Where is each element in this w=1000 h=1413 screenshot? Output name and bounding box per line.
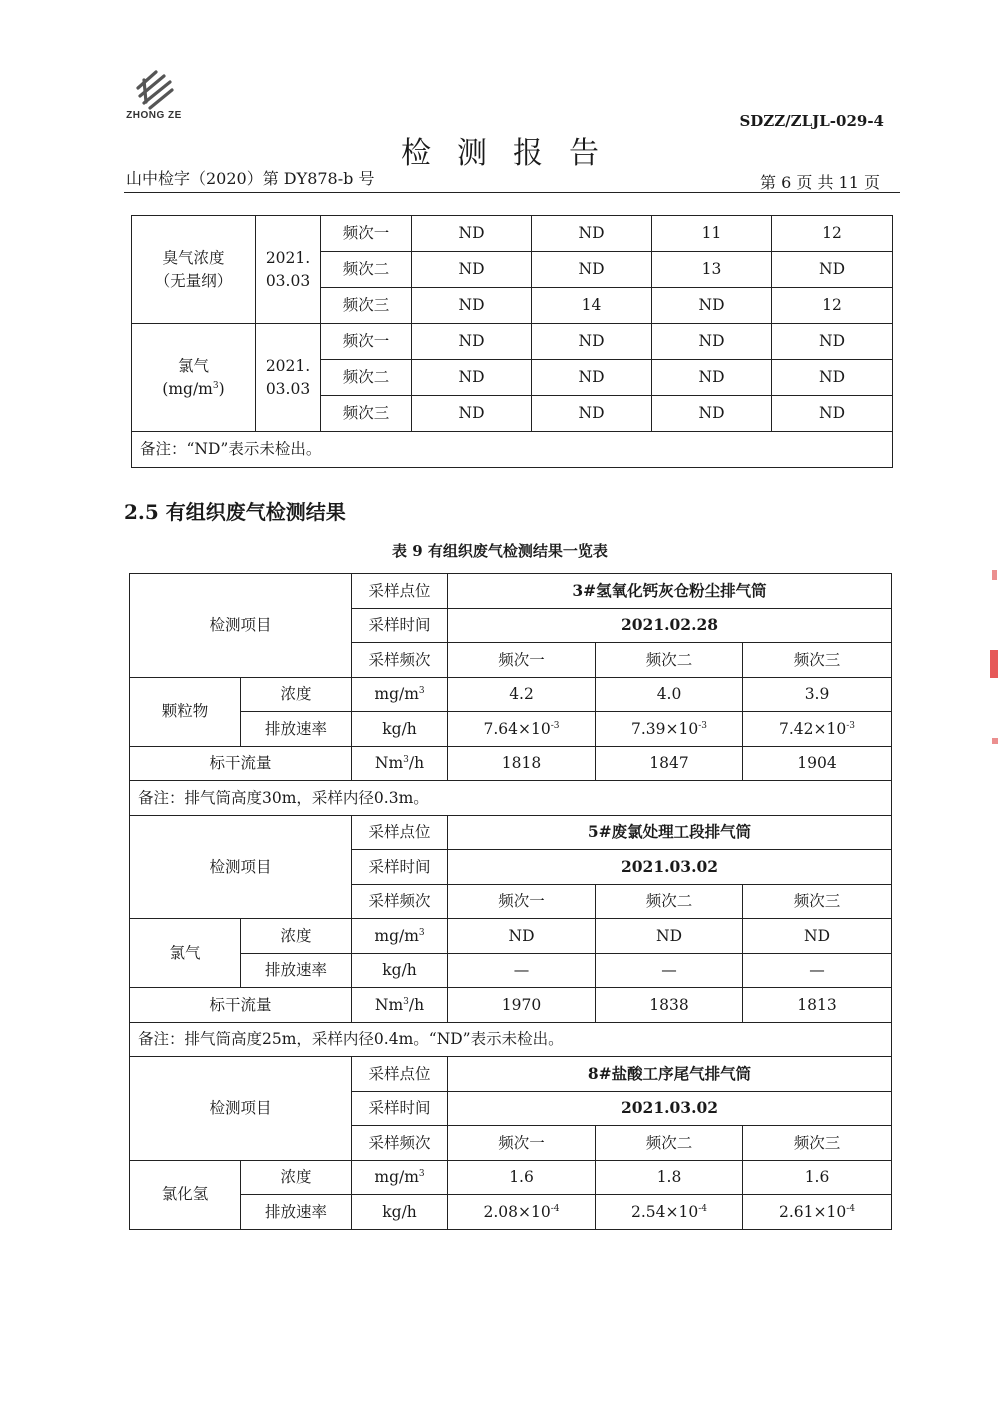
label-cell: 采样点位 — [352, 1057, 448, 1092]
pollutant-cell: 颗粒物 — [130, 677, 241, 746]
label-cell: 排放速率 — [241, 953, 352, 988]
label-cell: 排放速率 — [241, 712, 352, 747]
unit-cell: $mg/m^3$ — [352, 919, 448, 954]
label-cell: 标干流量 — [130, 746, 352, 781]
sampling-time-cell: 2021.03.02 — [448, 850, 892, 885]
unit-cell: kg/h — [352, 712, 448, 747]
table-caption: 表 9 有组织废气检测结果一览表 — [392, 542, 608, 560]
value-cell: $2.08\times 10^{-4}$ — [448, 1195, 596, 1230]
label-cell: 采样频次 — [352, 643, 448, 678]
unit-cell: $mg/m^3$ — [352, 1160, 448, 1195]
value-cell: — — [596, 953, 743, 988]
continuation-table — [131, 215, 893, 468]
document-code: SDZZ/ZLJL-029-4 — [739, 112, 884, 130]
value-cell: 1818 — [448, 746, 596, 781]
value-cell: 1970 — [448, 988, 596, 1023]
freq-header-cell: 频次二 — [596, 643, 743, 678]
value-cell: ND — [412, 216, 532, 252]
value-cell: $2.61\times 10^{-4}$ — [743, 1195, 892, 1230]
value-cell: ND — [532, 396, 652, 432]
emissions-table — [129, 573, 892, 1230]
section-heading: 2.5 有组织废气检测结果 — [124, 500, 346, 524]
value-cell: 1847 — [596, 746, 743, 781]
label-cell: 采样时间 — [352, 1091, 448, 1126]
table-row — [132, 324, 893, 360]
item-header-cell: 检测项目 — [130, 574, 352, 678]
value-cell: $7.39\times 10^{-3}$ — [596, 712, 743, 747]
table-row — [130, 815, 892, 850]
unit-cell: Nm$^3$/h — [352, 746, 448, 781]
table-note: 备注：排气筒高度25m，采样内径0.4m。“ND”表示未检出。 — [130, 1022, 892, 1057]
table-row — [130, 677, 892, 712]
value-cell: 1904 — [743, 746, 892, 781]
value-cell: ND — [412, 360, 532, 396]
table-row — [130, 1160, 892, 1195]
value-cell: 1813 — [743, 988, 892, 1023]
value-cell: ND — [772, 324, 893, 360]
value-cell: — — [448, 953, 596, 988]
value-cell: ND — [652, 288, 772, 324]
value-cell: 12 — [772, 216, 893, 252]
freq-cell: 频次一 — [321, 216, 412, 252]
table-row — [132, 216, 893, 252]
freq-cell: 频次二 — [321, 252, 412, 288]
value-cell: 3.9 — [743, 677, 892, 712]
value-cell: ND — [412, 324, 532, 360]
freq-header-cell: 频次三 — [743, 643, 892, 678]
table-row — [130, 1057, 892, 1092]
value-cell: ND — [532, 216, 652, 252]
sampling-point-cell: 3#氢氧化钙灰仓粉尘排气筒 — [448, 574, 892, 609]
label-cell: 浓度 — [241, 677, 352, 712]
freq-header-cell: 频次三 — [743, 1126, 892, 1161]
unit-text: $(mg/m^3)$ — [162, 379, 225, 398]
value-cell: ND — [412, 288, 532, 324]
value-cell: ND — [412, 396, 532, 432]
sampling-time-cell: 2021.03.02 — [448, 1091, 892, 1126]
table-row — [130, 1022, 892, 1057]
table-row — [130, 712, 892, 747]
value-cell: ND — [652, 360, 772, 396]
item-cell: 氯气 $(mg/m^3)$ — [132, 324, 256, 432]
page-title: 检测报告 — [401, 136, 625, 171]
value-cell: ND — [652, 324, 772, 360]
freq-header-cell: 频次三 — [743, 884, 892, 919]
value-cell: ND — [448, 919, 596, 954]
freq-cell: 频次三 — [321, 288, 412, 324]
date-cell: 2021. 03.03 — [256, 216, 321, 324]
label-cell: 采样频次 — [352, 1126, 448, 1161]
table-row — [130, 574, 892, 609]
value-cell: 1838 — [596, 988, 743, 1023]
table-row — [130, 746, 892, 781]
unit-cell: kg/h — [352, 1195, 448, 1230]
value-cell: 11 — [652, 216, 772, 252]
unit-cell: $mg/m^3$ — [352, 677, 448, 712]
table-row — [130, 919, 892, 954]
value-cell: 12 — [772, 288, 893, 324]
scan-edge-mark — [990, 650, 998, 678]
value-cell: — — [743, 953, 892, 988]
unit-cell: Nm$^3$/h — [352, 988, 448, 1023]
date-cell: 2021. 03.03 — [256, 324, 321, 432]
value-cell: $7.64\times 10^{-3}$ — [448, 712, 596, 747]
value-cell: ND — [532, 252, 652, 288]
label-cell: 采样时间 — [352, 608, 448, 643]
table-row — [130, 1195, 892, 1230]
table-note: 备注：“ND”表示未检出。 — [132, 432, 893, 468]
pollutant-cell: 氯气 — [130, 919, 241, 988]
sampling-point-cell: 5#废氯处理工段排气筒 — [448, 815, 892, 850]
value-cell: 1.6 — [448, 1160, 596, 1195]
freq-cell: 频次三 — [321, 396, 412, 432]
item-header-cell: 检测项目 — [130, 815, 352, 919]
value-cell: 4.2 — [448, 677, 596, 712]
freq-header-cell: 频次一 — [448, 884, 596, 919]
value-cell: ND — [772, 396, 893, 432]
value-cell: ND — [743, 919, 892, 954]
value-cell: 1.8 — [596, 1160, 743, 1195]
freq-header-cell: 频次一 — [448, 1126, 596, 1161]
value-cell: ND — [532, 324, 652, 360]
value-cell: ND — [772, 360, 893, 396]
freq-header-cell: 频次二 — [596, 884, 743, 919]
scan-edge-mark — [992, 738, 998, 744]
pollutant-cell: 氯化氢 — [130, 1160, 241, 1229]
table-row — [132, 432, 893, 468]
item-header-cell: 检测项目 — [130, 1057, 352, 1161]
sampling-time-cell: 2021.02.28 — [448, 608, 892, 643]
value-cell: ND — [772, 252, 893, 288]
value-cell: 13 — [652, 252, 772, 288]
table-row — [130, 988, 892, 1023]
label-cell: 排放速率 — [241, 1195, 352, 1230]
logo-text: ZHONG ZE — [126, 110, 182, 121]
value-cell: 14 — [532, 288, 652, 324]
value-cell: $2.54\times 10^{-4}$ — [596, 1195, 743, 1230]
freq-header-cell: 频次二 — [596, 1126, 743, 1161]
label-cell: 采样点位 — [352, 574, 448, 609]
label-cell: 浓度 — [241, 1160, 352, 1195]
value-cell: ND — [596, 919, 743, 954]
item-cell: 臭气浓度 （无量纲） — [132, 216, 256, 324]
sampling-point-cell: 8#盐酸工序尾气排气筒 — [448, 1057, 892, 1092]
value-cell: 1.6 — [743, 1160, 892, 1195]
value-cell: ND — [652, 396, 772, 432]
page-number: 第 6 页 共 11 页 — [760, 173, 880, 192]
freq-cell: 频次一 — [321, 324, 412, 360]
report-number: 山中检字（2020）第 DY878-b 号 — [126, 169, 375, 188]
header-divider — [124, 192, 900, 193]
label-cell: 采样点位 — [352, 815, 448, 850]
value-cell: ND — [412, 252, 532, 288]
table-row — [130, 781, 892, 816]
label-cell: 采样频次 — [352, 884, 448, 919]
value-cell: ND — [532, 360, 652, 396]
value-cell: 4.0 — [596, 677, 743, 712]
label-cell: 浓度 — [241, 919, 352, 954]
scan-edge-mark — [992, 570, 997, 580]
label-cell: 采样时间 — [352, 850, 448, 885]
label-cell: 标干流量 — [130, 988, 352, 1023]
table-note: 备注：排气筒高度30m，采样内径0.3m。 — [130, 781, 892, 816]
freq-header-cell: 频次一 — [448, 643, 596, 678]
table-row — [130, 953, 892, 988]
value-cell: $7.42\times 10^{-3}$ — [743, 712, 892, 747]
unit-cell: kg/h — [352, 953, 448, 988]
freq-cell: 频次二 — [321, 360, 412, 396]
